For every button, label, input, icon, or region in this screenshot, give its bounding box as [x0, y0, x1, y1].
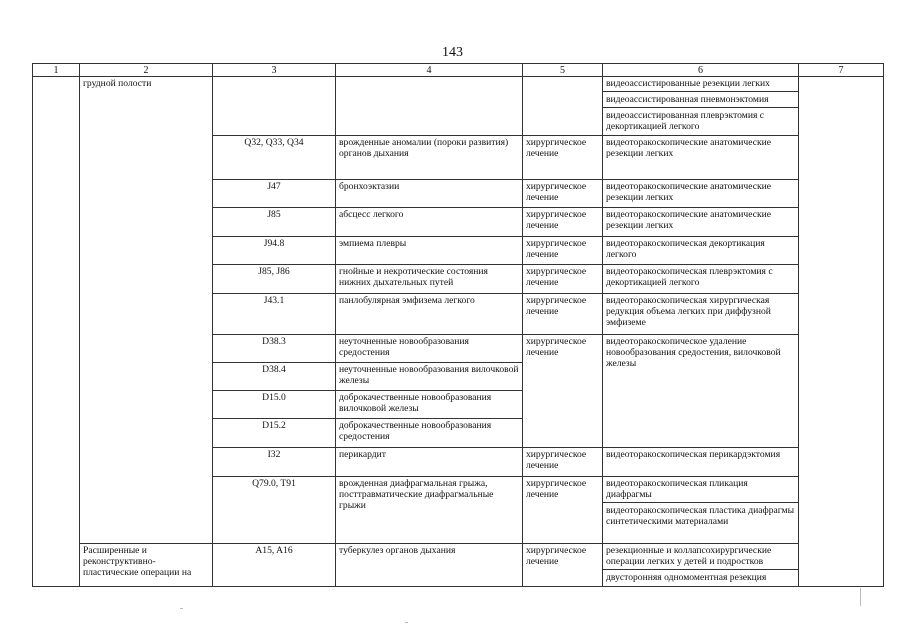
method-item: видеоассистированные резекции легких — [603, 78, 798, 92]
cell-method — [603, 477, 799, 544]
cell-treatment: хирургическое лечение — [523, 265, 603, 294]
column-header: 1 — [33, 64, 80, 77]
scan-mark — [405, 622, 408, 623]
cell-method: видеоторакоскопические анатомические резекции легких — [603, 136, 799, 180]
cell-treatment: хирургическое лечение — [523, 237, 603, 265]
scan-mark — [860, 588, 861, 606]
column-header: 6 — [603, 64, 799, 77]
cell-method: видеоторакоскопическая хирургическая редукция объема легких при диффузной эмфиземе — [603, 294, 799, 335]
cell-diagnosis: врожденные аномалии (пороки развития) органов дыхания — [336, 136, 523, 180]
cell-section-name: Расширенные и реконструктивно-пластические операции на — [80, 544, 213, 587]
cell-treatment: хирургическое лечение — [523, 335, 603, 448]
table-row — [33, 77, 884, 136]
cell-method: видеоторакоскопическое удаление новообразования средостения, вилочковой железы — [603, 335, 799, 448]
cell-code: J43.1 — [213, 294, 336, 335]
method-item: видеоторакоскопическая пликация диафрагмы — [603, 478, 798, 503]
method-item: резекционные и коллапсохирургические операции легких у детей и подростков — [603, 545, 798, 570]
method-item: видеоассистированная пневмонэктомия — [603, 92, 798, 108]
cell-treatment: хирургическое лечение — [523, 294, 603, 335]
column-header: 2 — [80, 64, 213, 77]
cell-treatment: хирургическое лечение — [523, 136, 603, 180]
cell-col7 — [799, 77, 884, 587]
cell-code: D15.0 — [213, 391, 336, 419]
cell-method: видеоторакоскопическая плеврэктомия с декортикацией легкого — [603, 265, 799, 294]
method-item: видеоторакоскопическая пластика диафрагмы синтетическими материалами — [606, 505, 795, 527]
cell-col1 — [33, 77, 80, 587]
cell-treatment: хирургическое лечение — [523, 180, 603, 208]
cell-code: D38.4 — [213, 363, 336, 391]
cell-treatment — [523, 77, 603, 136]
cell-diagnosis: бронхоэктазии — [336, 180, 523, 208]
cell-diagnosis: неуточненные новообразования вилочковой железы — [336, 363, 523, 391]
cell-method: видеоторакоскопические анатомические резекции легких — [603, 180, 799, 208]
cell-code: J94.8 — [213, 237, 336, 265]
cell-code: J85, J86 — [213, 265, 336, 294]
cell-diagnosis: врожденная диафрагмальная грыжа, посттравматические диафрагмальные грыжи — [336, 477, 523, 544]
cell-method — [603, 77, 799, 136]
cell-treatment: хирургическое лечение — [523, 477, 603, 544]
cell-diagnosis: перикардит — [336, 448, 523, 477]
column-header: 4 — [336, 64, 523, 77]
header-row — [33, 64, 884, 77]
cell-diagnosis: неуточненные новообразования средостения — [336, 335, 523, 363]
column-header: 3 — [213, 64, 336, 77]
method-item: видеоассистированная плеврэктомия с декортикацией легкого — [606, 110, 765, 132]
cell-code: Q32, Q33, Q34 — [213, 136, 336, 180]
cell-diagnosis: доброкачественные новообразования средостения — [336, 419, 523, 448]
table-row — [33, 544, 884, 587]
cell-method: видеоторакоскопические анатомические резекции легких — [603, 208, 799, 237]
cell-code: I32 — [213, 448, 336, 477]
cell-treatment: хирургическое лечение — [523, 208, 603, 237]
cell-diagnosis: панлобулярная эмфизема легкого — [336, 294, 523, 335]
cell-treatment: хирургическое лечение — [523, 544, 603, 587]
scan-mark — [180, 608, 183, 609]
cell-method: видеоторакоскопическая перикардэктомия — [603, 448, 799, 477]
column-header: 7 — [799, 64, 884, 77]
cell-diagnosis: доброкачественные новообразования вилочковой железы — [336, 391, 523, 419]
cell-code: A15, A16 — [213, 544, 336, 587]
cell-code: D38.3 — [213, 335, 336, 363]
cell-diagnosis: туберкулез органов дыхания — [336, 544, 523, 587]
cell-diagnosis — [336, 77, 523, 136]
cell-code: J85 — [213, 208, 336, 237]
cell-diagnosis: абсцесс легкого — [336, 208, 523, 237]
cell-diagnosis: эмпиема плевры — [336, 237, 523, 265]
medical-procedures-table — [32, 63, 884, 587]
method-item: двусторонняя одномоментная резекция — [606, 572, 767, 583]
page-number: 143 — [442, 45, 463, 60]
column-header: 5 — [523, 64, 603, 77]
cell-diagnosis: гнойные и некротические состояния нижних дыхательных путей — [336, 265, 523, 294]
cell-method — [603, 544, 799, 587]
cell-code: D15.2 — [213, 419, 336, 448]
cell-section-name: грудной полости — [80, 77, 213, 544]
cell-code: J47 — [213, 180, 336, 208]
cell-method: видеоторакоскопическая декортикация легкого — [603, 237, 799, 265]
cell-code: Q79.0, T91 — [213, 477, 336, 544]
cell-code — [213, 77, 336, 136]
cell-treatment: хирургическое лечение — [523, 448, 603, 477]
